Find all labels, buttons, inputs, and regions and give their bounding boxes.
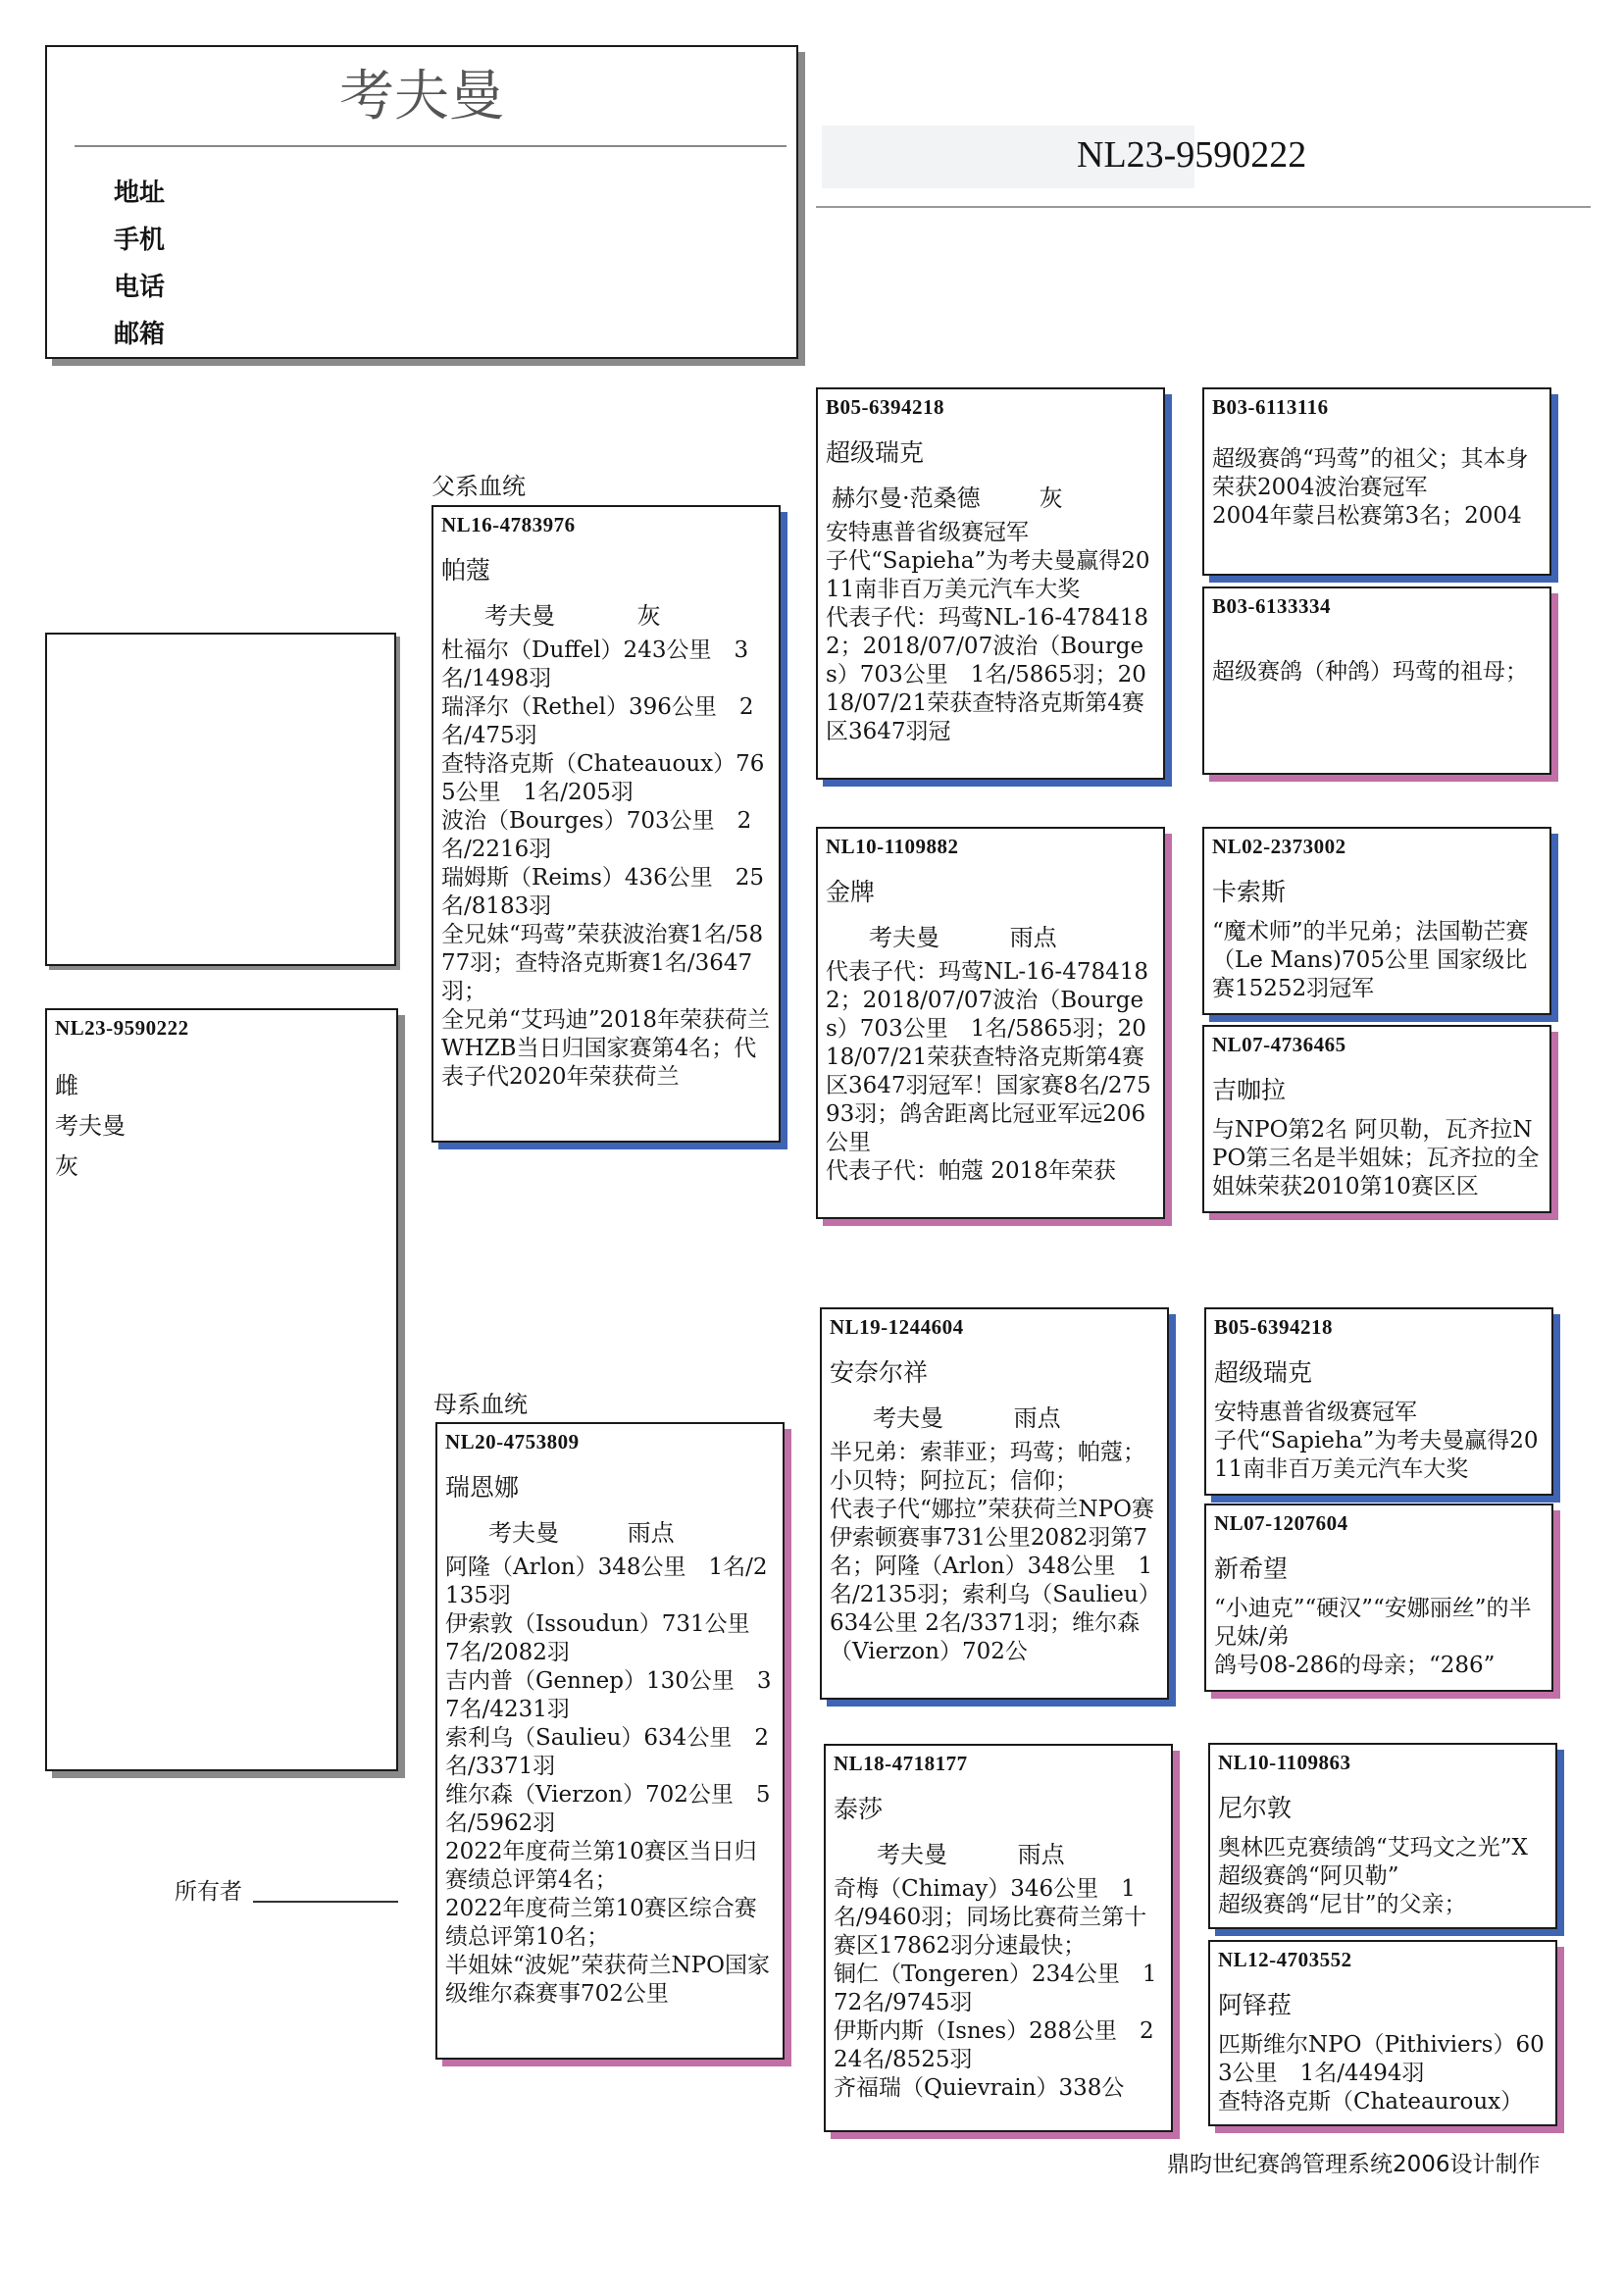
ggp-1-text: 超级赛鸽“玛莺”的祖父；其本身荣获2004波治赛冠军 2004年蒙吕松赛第3名；2004 bbox=[1212, 446, 1529, 529]
sire-dam-performance-text: 代表子代：玛莺NL-16-4784182；2018/07/07波治（Bourges）703公里 1名/5865羽；2018/07/21荣获查特洛克斯第4赛区3647羽冠军！国家赛8名/27593羽；鸽舍距离比冠亚军远206公里 代表子代：帕蔻 2018年荣获 bbox=[826, 959, 1151, 1184]
ggp-6-text: “小迪克”“硬汉”“安娜丽丝”的半兄妹/弟 鸽号08-286的母亲；“286” bbox=[1214, 1596, 1532, 1678]
ggp-8-text: 匹斯维尔NPO（Pithiviers）603公里 1名/4494羽 查特洛克斯（Chateauroux） bbox=[1218, 2032, 1545, 2115]
dam-color: 雨点 bbox=[627, 1519, 675, 1547]
subject-color: 灰 bbox=[55, 1152, 78, 1180]
header-divider bbox=[816, 206, 1591, 208]
dam-sire-ring-number: NL19-1244604 bbox=[830, 1315, 964, 1339]
sire-dam-card bbox=[816, 827, 1165, 1219]
mother-line-label: 母系血统 bbox=[433, 1391, 528, 1418]
ggp-6-name: 新希望 bbox=[1214, 1555, 1289, 1583]
breeder-name-divider bbox=[75, 145, 787, 147]
ggp-8-ring-number: NL12-4703552 bbox=[1218, 1948, 1352, 1971]
ggp-card-5 bbox=[1204, 1307, 1553, 1496]
dam-dam-ring-number: NL18-4718177 bbox=[834, 1752, 968, 1775]
ggp-2-ring-number: B03-6133334 bbox=[1212, 594, 1331, 618]
ggp-5-text: 安特惠普省级赛冠军 子代“Sapieha”为考夫曼赢得2011南非百万美元汽车大奖 bbox=[1214, 1400, 1539, 1482]
ggp-4-name: 吉咖拉 bbox=[1212, 1076, 1287, 1104]
sire-sire-name: 超级瑞克 bbox=[826, 438, 925, 467]
subject-breeder: 考夫曼 bbox=[55, 1112, 126, 1140]
pigeon-photo-frame bbox=[45, 633, 396, 966]
sire-ring-number: NL16-4783976 bbox=[441, 513, 576, 536]
ggp-4-ring-number: NL07-4736465 bbox=[1212, 1033, 1346, 1056]
dam-dam-name: 泰莎 bbox=[834, 1795, 884, 1823]
ggp-card-2 bbox=[1202, 586, 1551, 775]
dam-sire-breeder: 考夫曼 bbox=[873, 1404, 943, 1432]
breeder-info-box bbox=[45, 45, 798, 359]
owner-line bbox=[253, 1901, 398, 1903]
sire-dam-ring-number: NL10-1109882 bbox=[826, 835, 959, 858]
sire-dam-breeder: 考夫曼 bbox=[869, 924, 939, 951]
dam-ring-number: NL20-4753809 bbox=[445, 1430, 580, 1453]
subject-sex: 雌 bbox=[55, 1072, 78, 1099]
ggp-card-7 bbox=[1208, 1743, 1557, 1929]
dam-dam-breeder: 考夫曼 bbox=[877, 1841, 947, 1868]
sire-breeder: 考夫曼 bbox=[484, 602, 555, 630]
ggp-1-ring-number: B03-6113116 bbox=[1212, 395, 1329, 419]
ggp-card-8 bbox=[1208, 1940, 1557, 2126]
dam-sire-name: 安奈尔祥 bbox=[830, 1358, 929, 1387]
dam-dam-color: 雨点 bbox=[1017, 1841, 1065, 1868]
sire-color: 灰 bbox=[636, 602, 661, 630]
ggp-card-6 bbox=[1204, 1504, 1553, 1692]
dam-sire-card bbox=[820, 1307, 1169, 1700]
ggp-card-4 bbox=[1202, 1025, 1551, 1213]
email-label: 邮箱 bbox=[114, 320, 166, 349]
sire-sire-breeder: 赫尔曼·范桑德 bbox=[832, 484, 981, 512]
sire-card bbox=[431, 505, 781, 1143]
dam-sire-color: 雨点 bbox=[1013, 1404, 1061, 1432]
address-label: 地址 bbox=[114, 178, 166, 208]
ggp-7-name: 尼尔敦 bbox=[1218, 1794, 1293, 1822]
dam-performance-text: 阿隆（Arlon）348公里 1名/2135羽 伊索敦（Issoudun）731公里 7名/2082羽 吉内普（Gennep）130公里 37名/4231羽 索利乌（Saulieu）634公里 2名/3371羽 维尔森（Vierzon）702公里 5名/5962羽 2022年度荷兰第10赛区当日归赛绩总评第4名； 2022年度荷兰第10赛区综合赛绩总评第10名； 半姐妹“波妮”荣获荷兰NPO国家级维尔森赛事702公里 bbox=[445, 1555, 772, 2007]
owner-label: 所有者 bbox=[175, 1879, 242, 1905]
sire-sire-card bbox=[816, 387, 1165, 780]
ggp-7-ring-number: NL10-1109863 bbox=[1218, 1751, 1351, 1774]
sire-dam-color: 雨点 bbox=[1009, 924, 1057, 951]
sire-sire-performance-text: 安特惠普省级赛冠军 子代“Sapieha”为考夫曼赢得2011南非百万美元汽车大奖 代表子代：玛莺NL-16-4784182；2018/07/07波治（Bourges）703公里 1名/5865羽；2018/07/21荣获查特洛克斯第4赛区3647羽冠 bbox=[826, 520, 1150, 744]
phone-label: 电话 bbox=[114, 273, 166, 302]
subject-pigeon-card bbox=[45, 1008, 398, 1771]
sire-performance-text: 杜福尔（Duffel）243公里 3名/1498羽 瑞泽尔（Rethel）396公里 2名/475羽 查特洛克斯（Chateauoux）765公里 1名/205羽 波治（Bourges）703公里 2名/2216羽 瑞姆斯（Reims）436公里 25名/8183羽 全兄妹“玛莺”荣获波治赛1名/5877羽；查特洛克斯赛1名/3647羽； 全兄弟“艾玛迪”2018年荣获荷兰WHZB当日归国家赛第4名；代表子代2020年荣获荷兰 bbox=[441, 637, 771, 1090]
breeder-name: 考夫曼 bbox=[339, 65, 504, 128]
footer-credit: 鼎昀世纪赛鸽管理系统2006设计制作 bbox=[1167, 2152, 1541, 2177]
ggp-7-text: 奥林匹克赛绩鸽“艾玛文之光”X超级赛鸽“阿贝勒” 超级赛鸽“尼甘”的父亲； bbox=[1218, 1835, 1528, 1917]
ggp-3-name: 卡索斯 bbox=[1212, 878, 1287, 906]
dam-dam-card bbox=[824, 1744, 1173, 2132]
sire-sire-ring-number: B05-6394218 bbox=[826, 395, 944, 419]
subject-ring-number: NL23-9590222 bbox=[55, 1016, 189, 1040]
sire-dam-name: 金牌 bbox=[826, 878, 876, 906]
dam-name: 瑞恩娜 bbox=[445, 1473, 520, 1502]
sire-sire-color: 灰 bbox=[1039, 484, 1063, 512]
ggp-card-1 bbox=[1202, 387, 1551, 576]
mobile-label: 手机 bbox=[114, 226, 166, 255]
ggp-card-3 bbox=[1202, 827, 1551, 1015]
ggp-4-text: 与NPO第2名 阿贝勒，瓦齐拉NPO第三名是半姐妹；瓦齐拉的全姐妹荣获2010第10赛区区 bbox=[1212, 1117, 1540, 1199]
ggp-8-name: 阿铎菈 bbox=[1218, 1991, 1293, 2019]
dam-breeder: 考夫曼 bbox=[488, 1519, 559, 1547]
ggp-5-ring-number: B05-6394218 bbox=[1214, 1315, 1333, 1339]
header-ring-number: NL23-9590222 bbox=[1077, 134, 1307, 176]
dam-card bbox=[435, 1422, 785, 2060]
dam-dam-performance-text: 奇梅（Chimay）346公里 1名/9460羽；同场比赛荷兰第十赛区17862羽分速最快； 铜仁（Tongeren）234公里 172名/9745羽 伊斯内斯（Isnes）288公里 224名/8525羽 齐福瑞（Quievrain）338公 bbox=[834, 1876, 1157, 2101]
ggp-5-name: 超级瑞克 bbox=[1214, 1358, 1313, 1387]
father-line-label: 父系血统 bbox=[431, 473, 526, 500]
dam-sire-performance-text: 半兄弟：索菲亚；玛莺；帕蔻；小贝特；阿拉瓦；信仰； 代表子代“娜拉”荣获荷兰NPO赛伊索顿赛事731公里2082羽第7名；阿隆（Arlon）348公里 1名/2135羽；索利乌（Saulieu）634公里 2名/3371羽；维尔森（Vierzon）702公 bbox=[830, 1440, 1154, 1664]
ggp-3-text: “魔术师”的半兄弟；法国勒芒赛（Le Mans)705公里 国家级比赛15252羽冠军 bbox=[1212, 919, 1529, 1001]
ggp-3-ring-number: NL02-2373002 bbox=[1212, 835, 1346, 858]
ggp-6-ring-number: NL07-1207604 bbox=[1214, 1511, 1348, 1535]
sire-name: 帕蔻 bbox=[441, 556, 491, 585]
ggp-2-text: 超级赛鸽（种鸽）玛莺的祖母； bbox=[1212, 659, 1528, 685]
